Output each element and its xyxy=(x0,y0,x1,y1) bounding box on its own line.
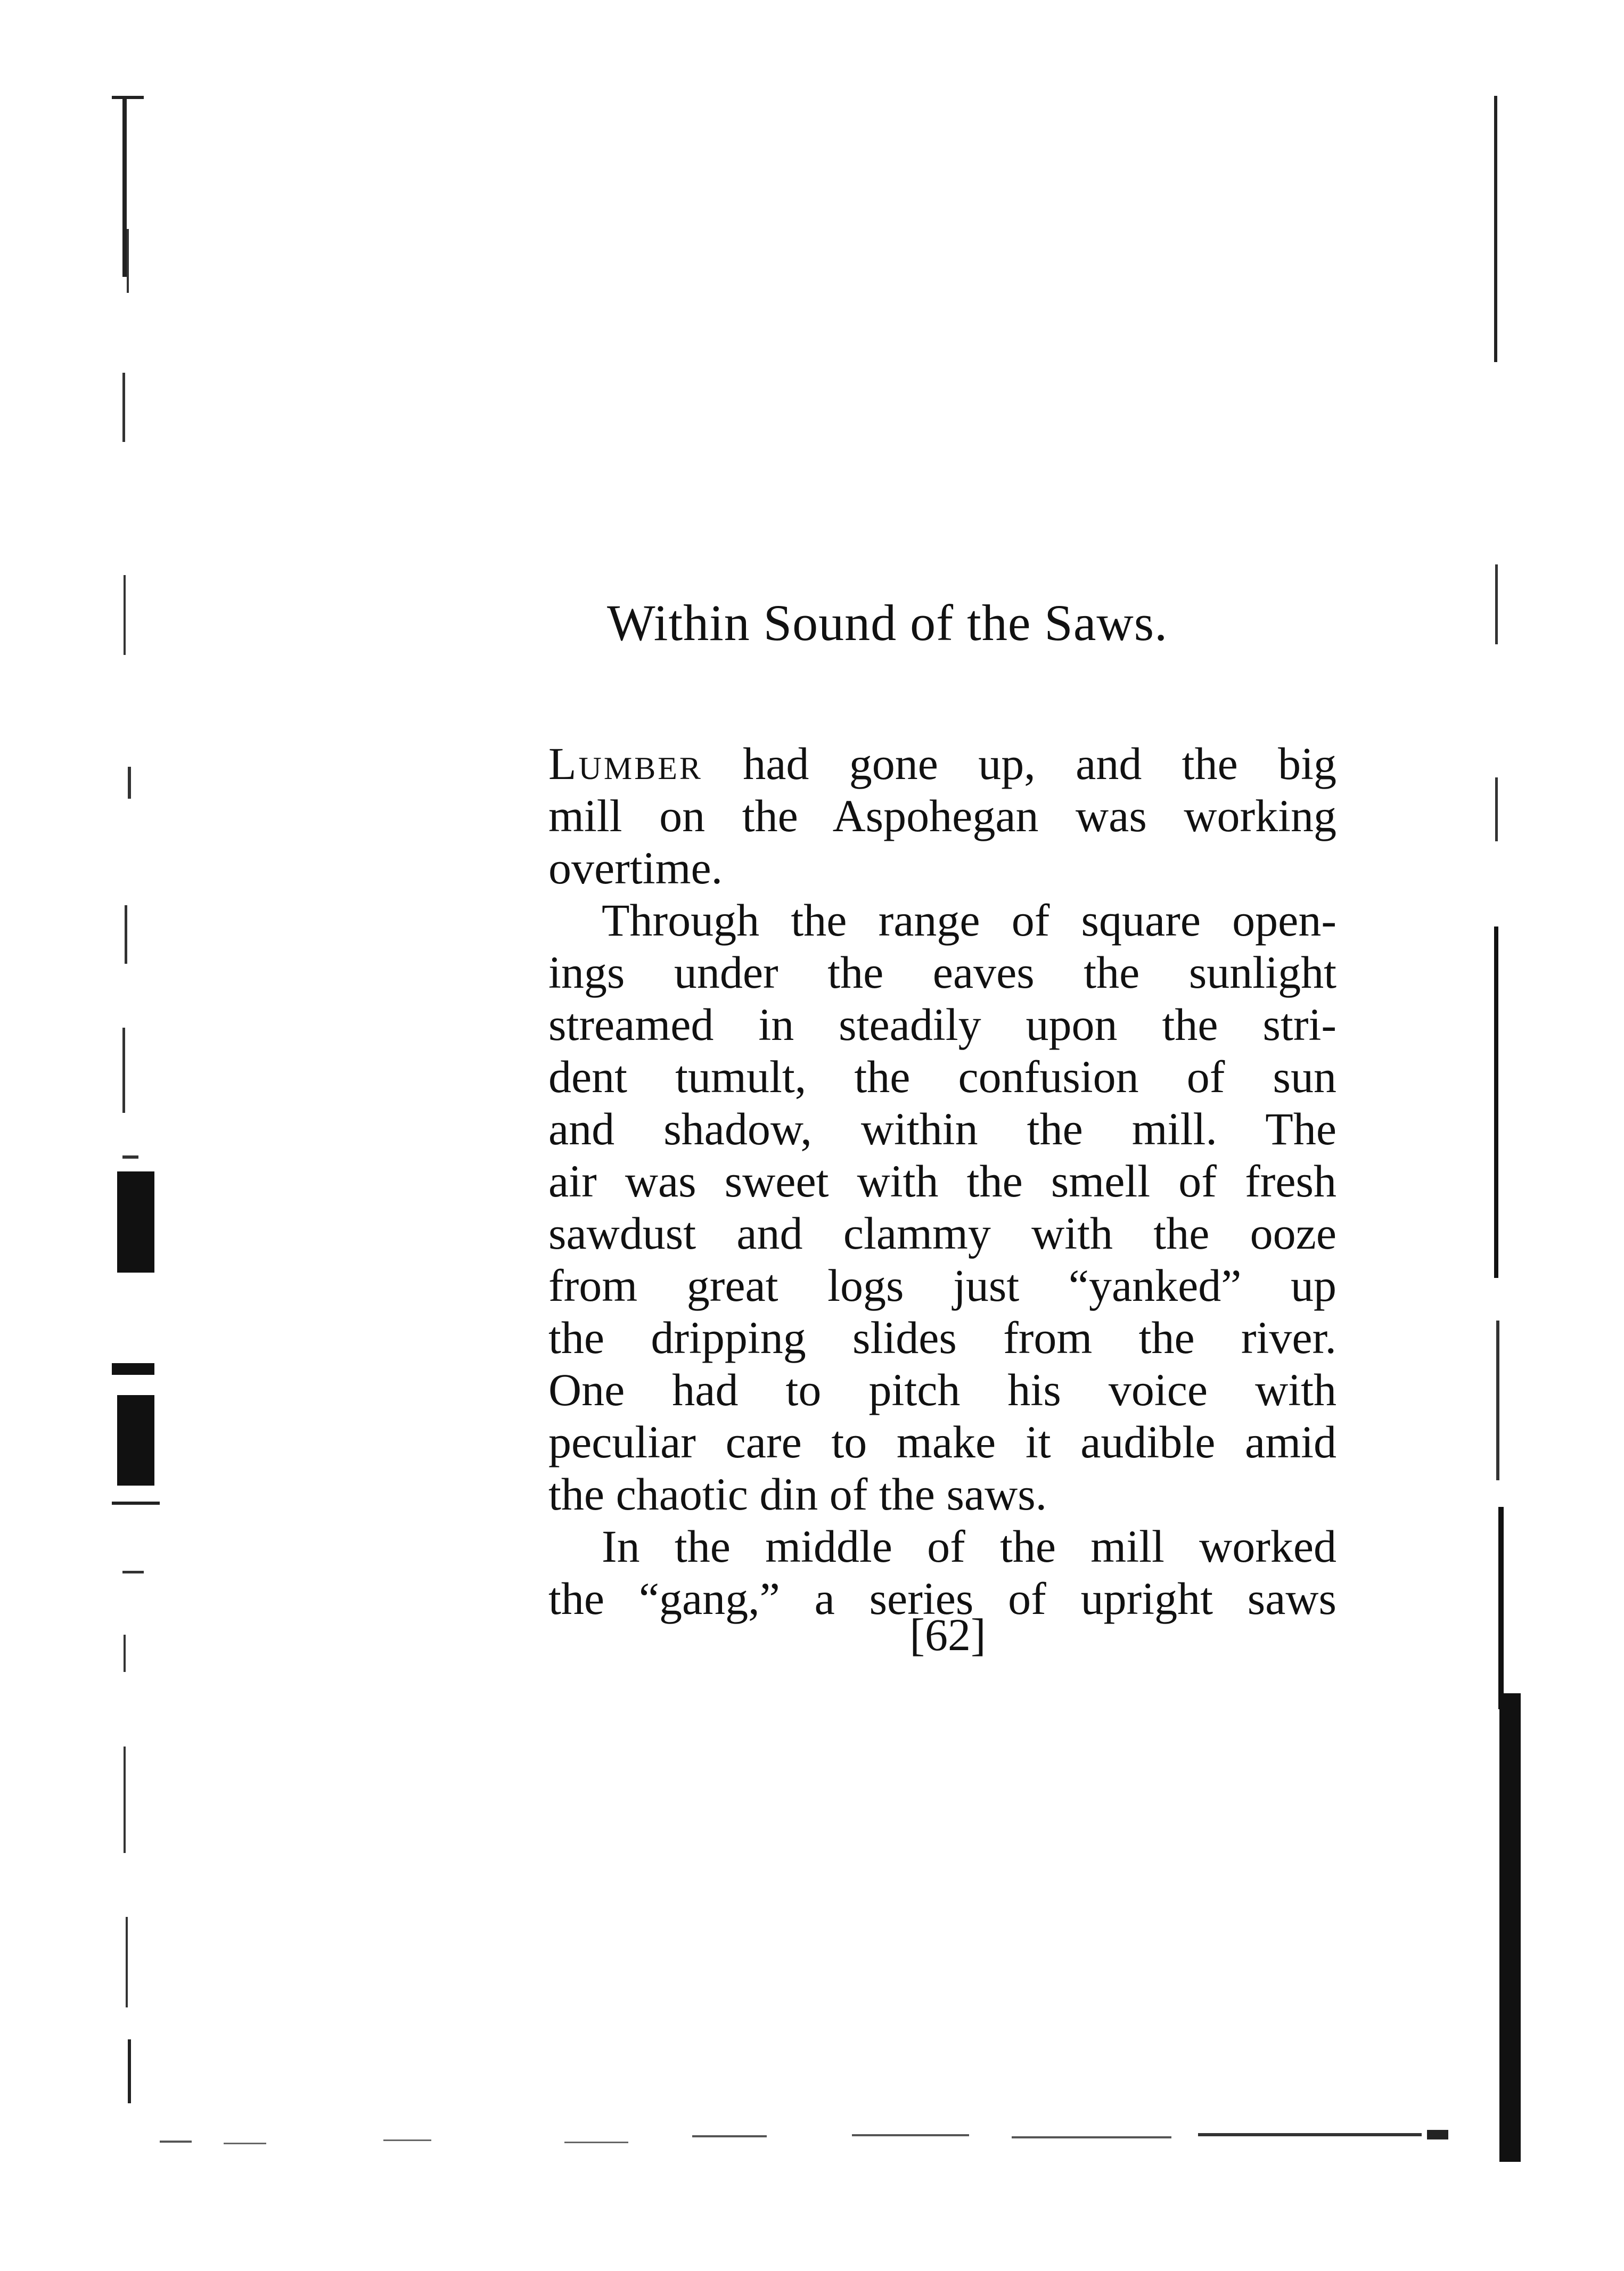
text-line: air was sweet with the smell of fresh xyxy=(548,1155,1336,1207)
text-line: the dripping slides from the river. xyxy=(548,1312,1336,1363)
text-line xyxy=(548,737,1336,790)
line-text: had gone up, and the big xyxy=(743,738,1336,789)
text-line: sawdust and clammy with the ooze xyxy=(548,1208,1336,1259)
text-line: overtime. xyxy=(548,842,723,893)
text-line: streamed in steadily upon the stri- xyxy=(548,999,1336,1050)
text-line: mill on the Aspohegan was working xyxy=(548,790,1336,841)
text-line: One had to pitch his voice with xyxy=(548,1364,1336,1415)
text-line: from great logs just “yanked” up xyxy=(548,1260,1336,1311)
text-line: dent tumult, the confusion of sun xyxy=(548,1051,1336,1102)
text-line: the chaotic din of the saws. xyxy=(548,1469,1047,1520)
lead-word: Lumber xyxy=(548,738,703,789)
chapter-title: Within Sound of the Saws. xyxy=(607,594,1168,651)
scan-gutter-right xyxy=(1475,96,1539,2162)
scan-bottom-noise xyxy=(160,2125,1502,2157)
text-line: Through the range of square open- xyxy=(602,895,1336,946)
text-line: the “gang,” a series of upright saws xyxy=(548,1573,1336,1624)
text-line: ings under the eaves the sunlight xyxy=(548,947,1336,998)
page-number: [62] xyxy=(909,1609,986,1660)
scan-gutter-left xyxy=(112,96,160,2130)
text-line: In the middle of the mill worked xyxy=(602,1521,1336,1572)
text-line: and shadow, within the mill. The xyxy=(548,1103,1336,1154)
text-line: peculiar care to make it audible amid xyxy=(548,1416,1336,1467)
body-text xyxy=(548,737,1336,1625)
